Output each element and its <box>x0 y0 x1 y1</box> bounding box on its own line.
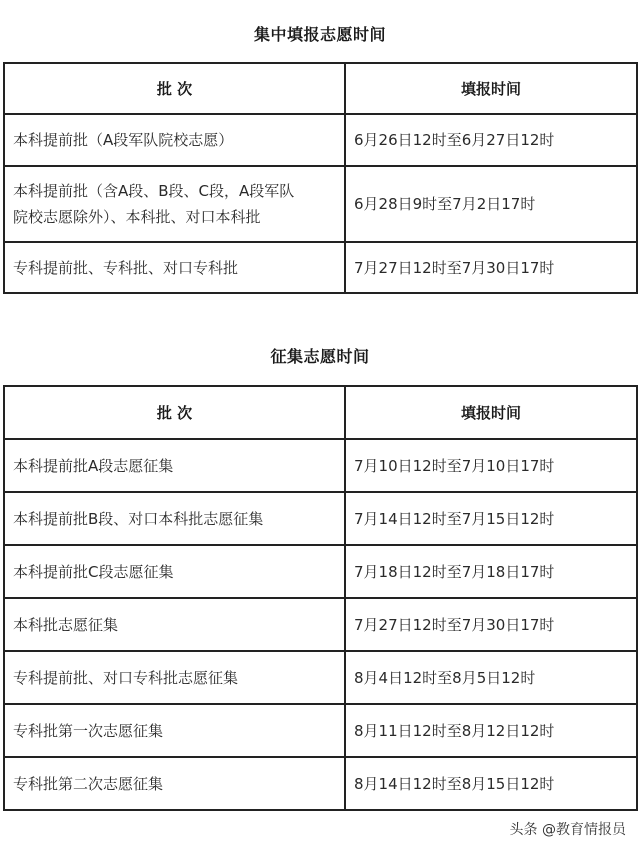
time-cell: 7月10日12时至7月10日17时 <box>345 439 637 492</box>
time-cell: 8月4日12时至8月5日12时 <box>345 651 637 704</box>
batch-cell: 专科批第二次志愿征集 <box>4 757 345 810</box>
time-cell: 6月26日12时至6月27日12时 <box>345 114 637 166</box>
table-row <box>4 439 637 492</box>
batch-cell: 本科提前批A段志愿征集 <box>4 439 345 492</box>
table-header-row <box>4 63 637 114</box>
table-row <box>4 114 637 166</box>
centralized-filing-table <box>3 62 638 294</box>
column-header-time: 填报时间 <box>345 386 637 439</box>
time-cell: 7月27日12时至7月30日17时 <box>345 242 637 293</box>
table-header-row <box>4 386 637 439</box>
batch-cell: 本科提前批B段、对口本科批志愿征集 <box>4 492 345 545</box>
source-watermark: 头条 @教育情报员 <box>509 822 626 838</box>
time-cell: 6月28日9时至7月2日17时 <box>345 166 637 242</box>
table-row <box>4 166 637 242</box>
time-cell: 8月11日12时至8月12日12时 <box>345 704 637 757</box>
table-row <box>4 757 637 810</box>
table-row <box>4 651 637 704</box>
table-row <box>4 242 637 293</box>
batch-cell: 本科提前批（含A段、B段、C段，A段军队院校志愿除外）、本科批、对口本科批 <box>4 166 345 242</box>
batch-cell: 专科批第一次志愿征集 <box>4 704 345 757</box>
table-row <box>4 598 637 651</box>
time-cell: 7月14日12时至7月15日12时 <box>345 492 637 545</box>
time-cell: 7月27日12时至7月30日17时 <box>345 598 637 651</box>
batch-cell: 专科提前批、专科批、对口专科批 <box>4 242 345 293</box>
section-title-solicitation: 征集志愿时间 <box>270 347 370 366</box>
time-cell: 7月18日12时至7月18日17时 <box>345 545 637 598</box>
column-header-batch: 批 次 <box>4 63 345 114</box>
time-cell: 8月14日12时至8月15日12时 <box>345 757 637 810</box>
table-row <box>4 704 637 757</box>
section-title-centralized-filing: 集中填报志愿时间 <box>253 25 386 44</box>
table-row <box>4 545 637 598</box>
column-header-time: 填报时间 <box>345 63 637 114</box>
table-row <box>4 492 637 545</box>
batch-cell: 本科提前批C段志愿征集 <box>4 545 345 598</box>
column-header-batch: 批 次 <box>4 386 345 439</box>
solicitation-table <box>3 385 638 811</box>
batch-cell: 本科提前批（A段军队院校志愿） <box>4 114 345 166</box>
batch-cell: 专科提前批、对口专科批志愿征集 <box>4 651 345 704</box>
batch-cell: 本科批志愿征集 <box>4 598 345 651</box>
